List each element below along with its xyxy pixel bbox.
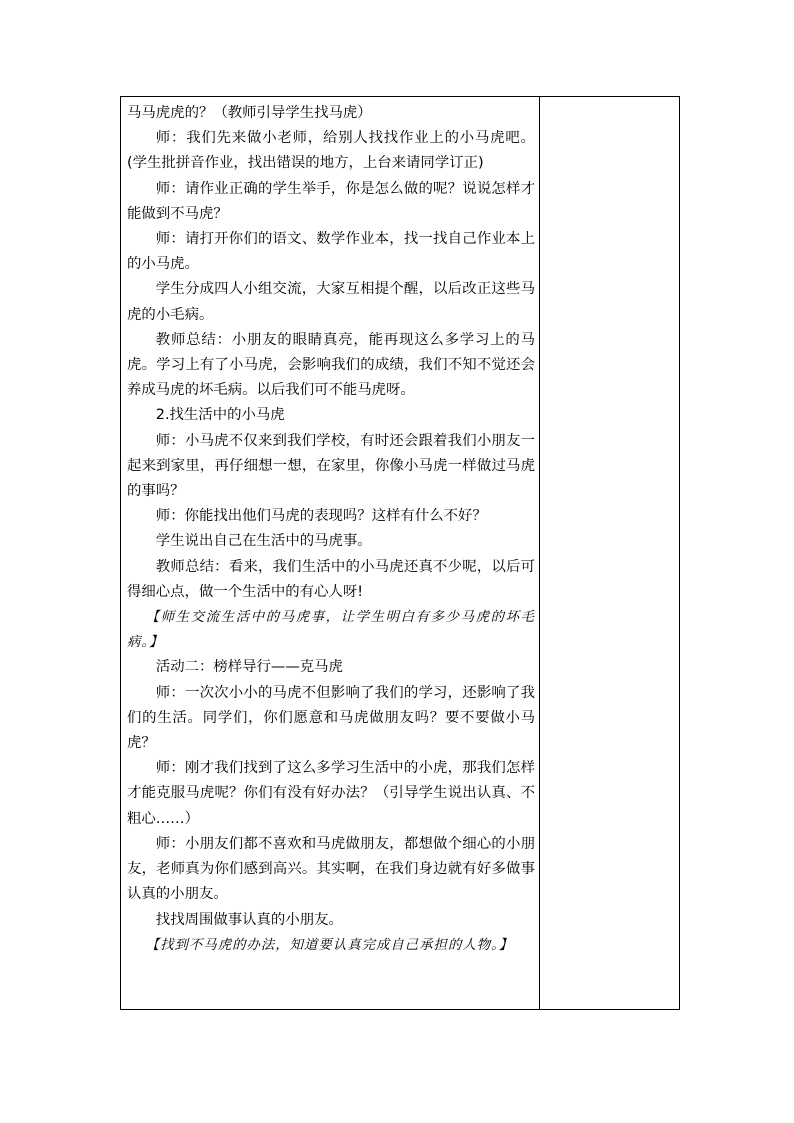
lesson-plan-table xyxy=(120,96,680,1010)
paragraph-1: 马马虎虎的？（教师引导学生找马虎） xyxy=(127,105,372,121)
paragraph-16: 师：小朋友们都不喜欢和马虎做朋友，都想做个细心的小朋友，老师真为你们感到高兴。其实啊，在我们身边就有好多做事认真的小朋友。 xyxy=(127,835,535,903)
paragraph-6: 教师总结：小朋友的眼睛真亮，能再现这么多学习上的马虎。学习上有了小马虎，会影响我们的成绩，我们不知不觉还会养成马虎的坏毛病。以后我们可不能马虎呀。 xyxy=(127,331,535,399)
paragraph-11: 教师总结：看来，我们生活中的小马虎还真不少呢，以后可得细心点，做一个生活中的有心人呀! xyxy=(127,558,535,600)
lesson-content-cell xyxy=(121,97,539,1009)
paragraph-5: 学生分成四人小组交流，大家互相提个醒，以后改正这些马虎的小毛病。 xyxy=(127,281,535,323)
design-note-2: 【找到不马虎的办法，知道要认真完成自己承担的人物。】 xyxy=(145,937,514,953)
paragraph-8: 师：小马虎不仅来到我们学校，有时还会跟着我们小朋友一起来到家里，再仔细想一想，在家里，你像小马虎一样做过马虎的事吗？ xyxy=(127,432,535,500)
paragraph-3: 师：请作业正确的学生举手，你是怎么做的呢？说说怎样才能做到不马虎？ xyxy=(127,180,535,222)
paragraph-4: 师：请打开你们的语文、数学作业本，找一找自己作业本上的小马虎。 xyxy=(127,231,535,273)
design-note-1: 【师生交流生活中的马虎事，让学生明白有多少马虎的坏毛病。】 xyxy=(127,610,535,651)
paragraph-17: 找找周围做事认真的小朋友。 xyxy=(155,911,343,928)
paragraph-9: 师：你能找出他们马虎的表现吗？这样有什么不好？ xyxy=(155,508,487,525)
paragraph-7: 2.找生活中的小马虎 xyxy=(155,407,285,424)
paragraph-15: 师：刚才我们找到了这么多学习生活中的小虎，那我们怎样才能克服马虎呢？你们有没有好办法？（引导学生说出认真、不粗心……） xyxy=(127,760,535,827)
paragraph-14: 师：一次次小小的马虎不但影响了我们的学习，还影响了我们的生活。同学们，你们愿意和马虎做朋友吗？要不要做小马虎？ xyxy=(127,684,535,752)
empty-side-cell xyxy=(540,97,679,1009)
paragraph-13: 活动二：榜样导行——克马虎 xyxy=(155,659,343,676)
paragraph-2: 师：我们先来做小老师，给别人找找作业上的小马虎吧。(学生批拼音作业，找出错误的地方，上台来请同学订正) xyxy=(127,130,535,172)
paragraph-10: 学生说出自己在生活中的马虎事。 xyxy=(155,533,372,550)
